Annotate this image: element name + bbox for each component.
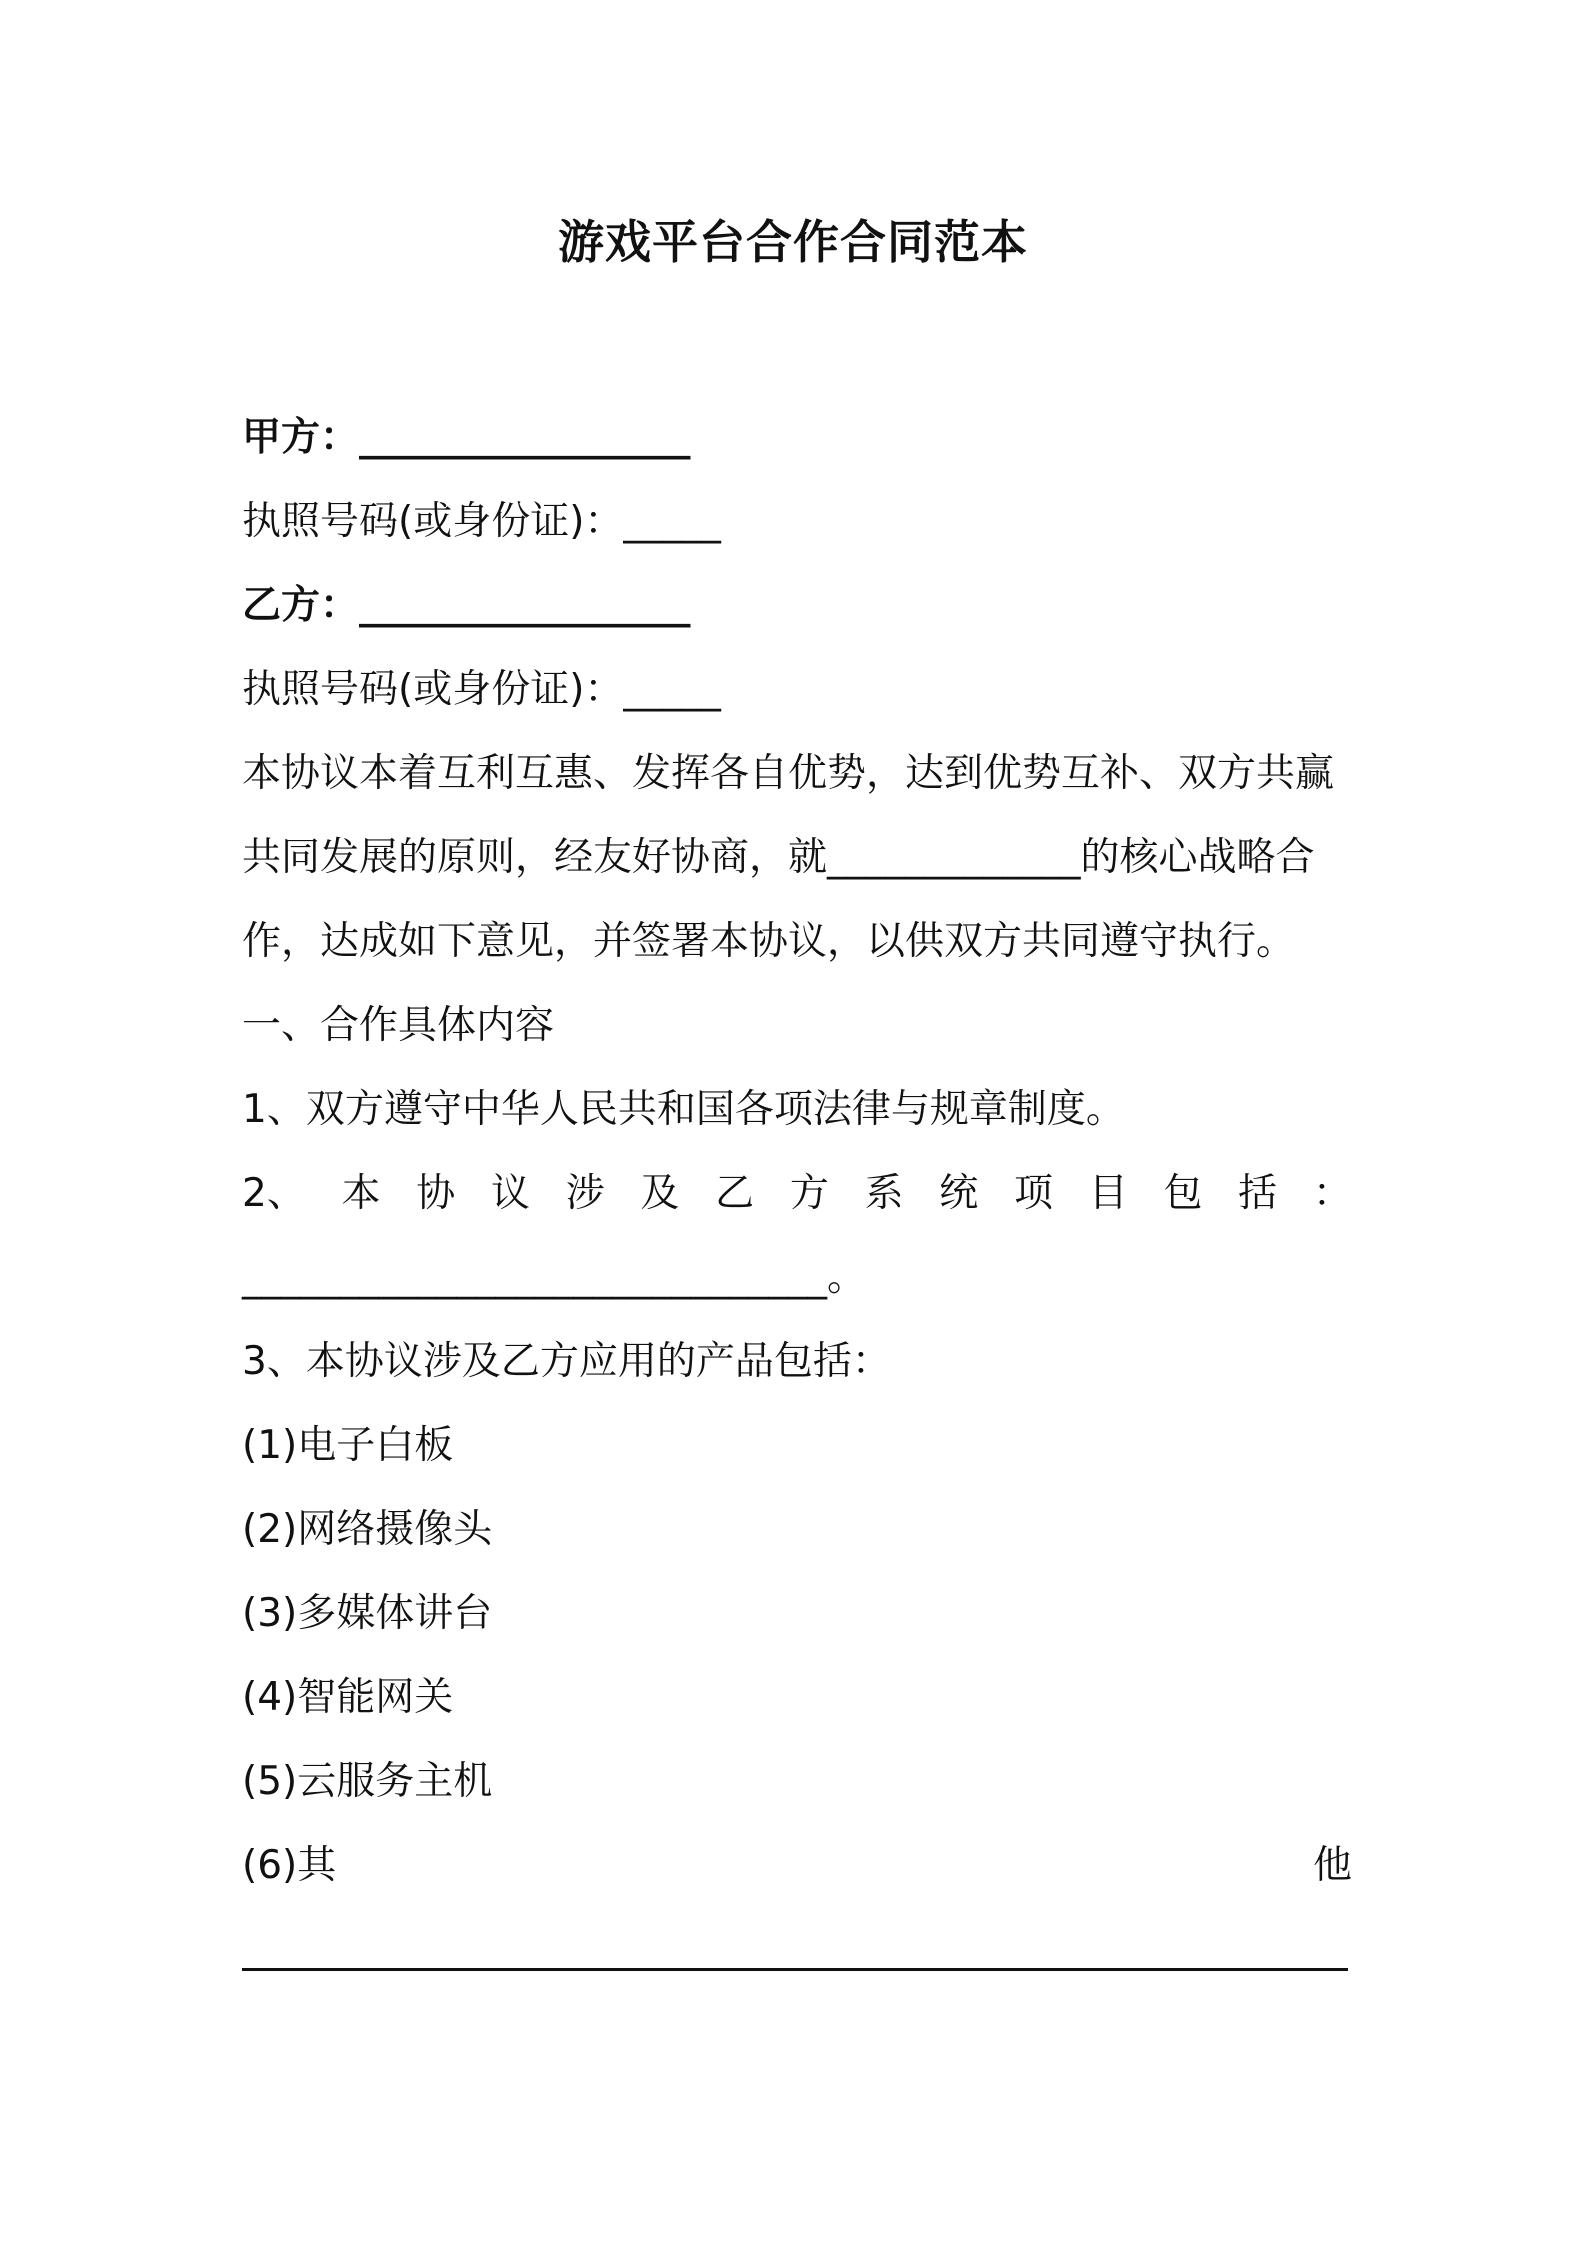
intro-line-3: 作，达成如下意见，并签署本协议，以供双方共同遵守执行。: [242, 919, 1296, 964]
product-item-6-row: [242, 1838, 1352, 1894]
intro-line-1: 本协议本着互利互惠、发挥各自优势，达到优势互补、双方共赢: [242, 751, 1335, 796]
clause-2-char: ：: [1312, 1171, 1352, 1216]
clause-3: 3、本协议涉及乙方应用的产品包括：: [242, 1339, 891, 1384]
clause-2-char: 目: [1088, 1171, 1128, 1216]
product-item-2: (2)网络摄像头: [242, 1507, 493, 1552]
fill-in-blank-rule: [242, 1968, 1348, 1971]
clause-2-char: 协: [416, 1171, 456, 1216]
clause-2-justified-text: [242, 1166, 1352, 1222]
product-item-1: (1)电子白板: [242, 1423, 454, 1468]
clause-2-char: 方: [789, 1171, 829, 1216]
section-1-heading: 一、合作具体内容: [242, 1003, 555, 1048]
party-b-line: 乙方：_________________: [242, 583, 691, 628]
product-item-6-right: 他: [1312, 1843, 1352, 1888]
clause-2-char: 议: [490, 1171, 530, 1216]
license-b-line: 执照号码(或身份证)：_____: [242, 667, 721, 712]
product-item-3: (3)多媒体讲台: [242, 1591, 493, 1636]
clause-2-char: 项: [1014, 1171, 1054, 1216]
clause-2-char: 包: [1163, 1171, 1203, 1216]
product-item-6-left: (6)其: [242, 1843, 337, 1888]
license-a-line: 执照号码(或身份证)：_____: [242, 499, 721, 544]
product-item-4: (4)智能网关: [242, 1675, 454, 1720]
party-a-line: 甲方：_________________: [242, 415, 691, 460]
clause-2-char: 系: [864, 1171, 904, 1216]
clause-2-blank: ______________________________。: [242, 1255, 866, 1300]
product-item-6: [242, 1838, 1352, 1894]
product-item-5: (5)云服务主机: [242, 1759, 493, 1804]
clause-2-char: 统: [939, 1171, 979, 1216]
clause-2: [242, 1166, 1352, 1222]
clause-2-char: 括: [1238, 1171, 1278, 1216]
clause-2-char: 及: [640, 1171, 680, 1216]
document-title: 游戏平台合作合同范本: [558, 215, 1028, 269]
intro-line-2: 共同发展的原则，经友好协商，就_____________的核心战略合: [242, 835, 1315, 880]
clause-2-char: 涉: [565, 1171, 605, 1216]
clause-1: 1、双方遵守中华人民共和国各项法律与规章制度。: [242, 1087, 1125, 1132]
clause-2-char: 本: [341, 1171, 381, 1216]
clause-2-char: 乙: [715, 1171, 755, 1216]
clause-2-char: 2、: [242, 1171, 306, 1216]
